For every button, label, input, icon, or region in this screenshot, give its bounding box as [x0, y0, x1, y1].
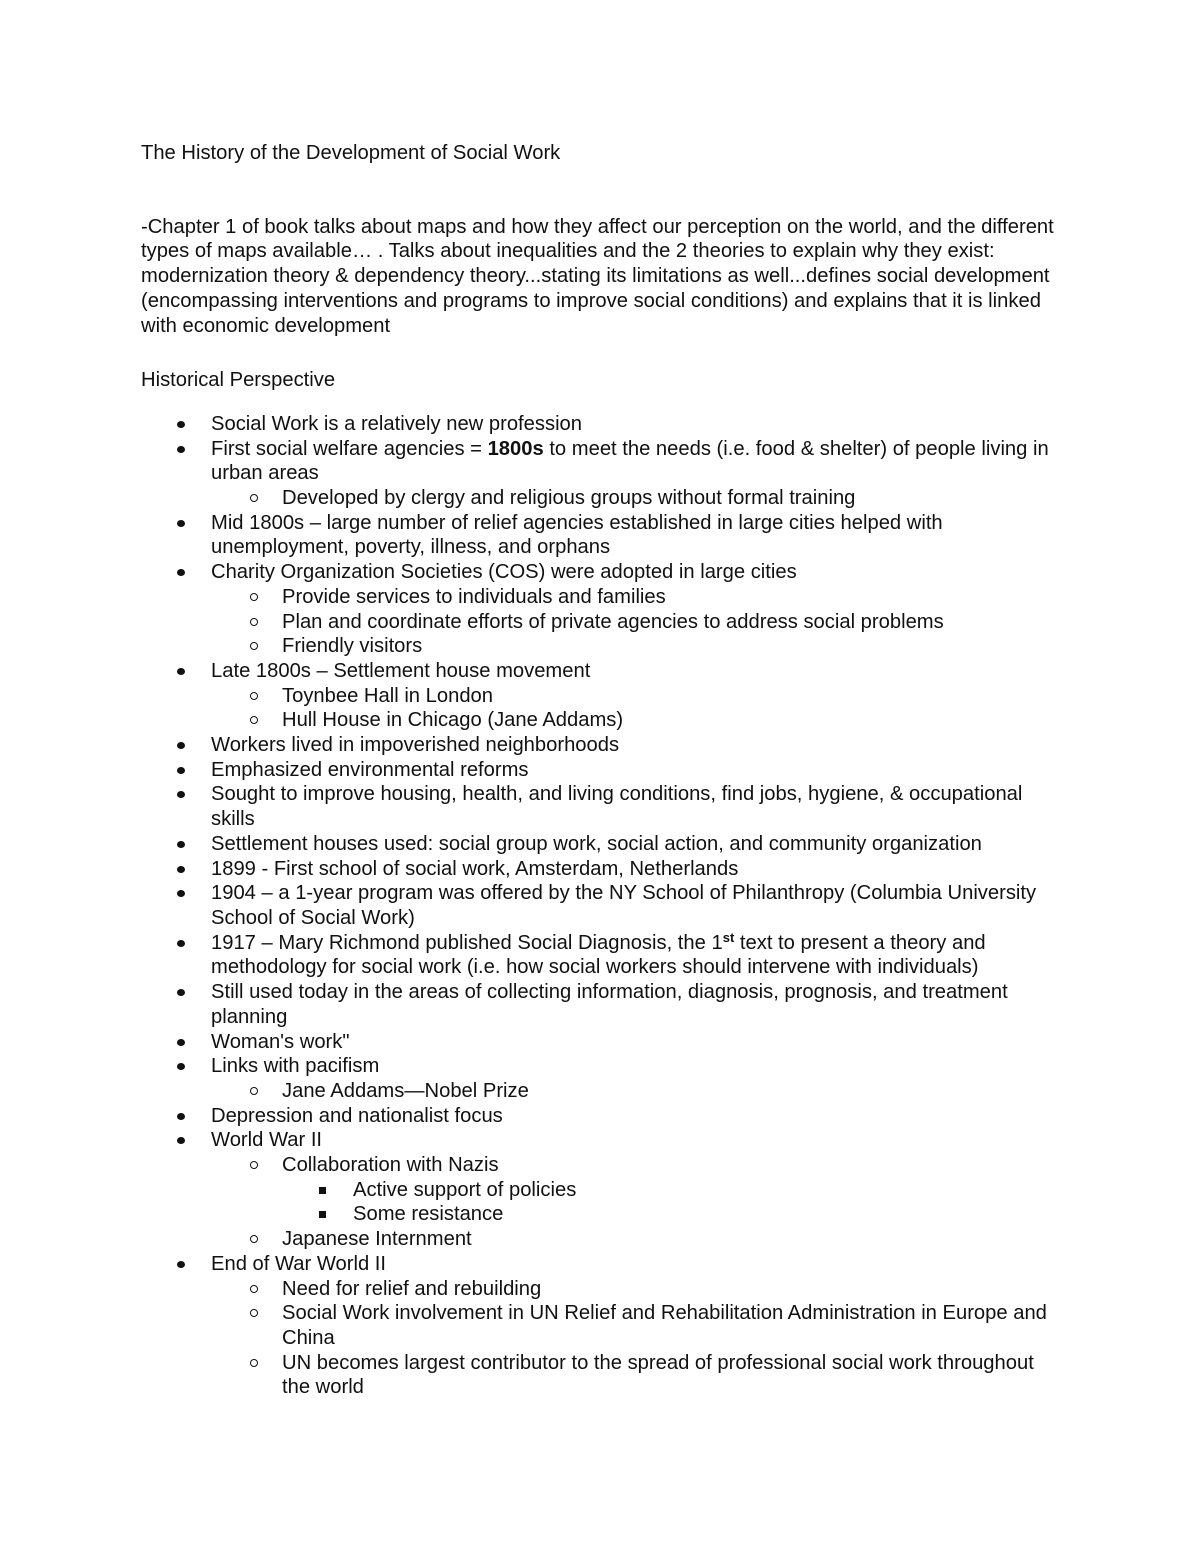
bullet-disc-icon: [177, 446, 185, 453]
bullet-square-icon: [319, 1211, 326, 1218]
bullet-disc-icon: [177, 569, 185, 576]
list-item: Provide services to individuals and families: [211, 585, 1061, 610]
bullet-circle-icon: [250, 1309, 258, 1317]
list-item: Sought to improve housing, health, and living conditions, find jobs, hygiene, & occupational skills: [141, 782, 1061, 831]
sub-list: [211, 684, 1061, 733]
bullet-disc-icon: [177, 890, 185, 897]
sub-list: [211, 486, 1061, 511]
list-item: UN becomes largest contributor to the spread of professional social work throughout the world: [211, 1351, 1061, 1400]
bullet-disc-icon: [177, 1137, 185, 1144]
bullet-circle-icon: [250, 1359, 258, 1367]
bullet-list: [141, 412, 1061, 1400]
bullet-disc-icon: [177, 866, 185, 873]
list-item: Active support of policies: [282, 1178, 1061, 1203]
bullet-disc-icon: [177, 989, 185, 996]
list-item: Mid 1800s – large number of relief agencies established in large cities helped with unemployment, poverty, illness, and orphans: [141, 511, 1061, 560]
list-item: Friendly visitors: [211, 634, 1061, 659]
bullet-disc-icon: [177, 520, 185, 527]
bullet-circle-icon: [250, 1285, 258, 1293]
bullet-disc-icon: [177, 668, 185, 675]
list-item: Emphasized environmental reforms: [141, 758, 1061, 783]
list-item: Jane Addams—Nobel Prize: [211, 1079, 1061, 1104]
bullet-circle-icon: [250, 593, 258, 601]
list-item: Collaboration with Nazis Active support of policies Some resistance: [211, 1153, 1061, 1227]
list-item: Need for relief and rebuilding: [211, 1277, 1061, 1302]
list-item: First social welfare agencies = 1800s to meet the needs (i.e. food & shelter) of people living in urban areas Developed by clergy and religious groups without formal training: [141, 437, 1061, 511]
section-heading: Historical Perspective: [141, 369, 336, 392]
list-item: End of War World II Need for relief and rebuilding Social Work involvement in UN Relief and Rehabilitation Administration in Europe and China UN becomes largest contributor to the spread of professional social work throughout the world: [141, 1252, 1061, 1400]
list-item: World War II Collaboration with Nazis Active support of policies Some resistance Japanese Internment: [141, 1128, 1061, 1252]
bullet-disc-icon: [177, 1261, 185, 1268]
bullet-disc-icon: [177, 940, 185, 947]
bullet-disc-icon: [177, 1063, 185, 1070]
sub-list: [211, 1153, 1061, 1252]
bullet-disc-icon: [177, 767, 185, 774]
list-item: Social Work involvement in UN Relief and Rehabilitation Administration in Europe and China: [211, 1301, 1061, 1350]
bullet-disc-icon: [177, 742, 185, 749]
list-item: Woman's work": [141, 1030, 1061, 1055]
list-item: 1917 – Mary Richmond published Social Diagnosis, the 1st text to present a theory and methodology for social work (i.e. how social workers should intervene with individuals): [141, 931, 1061, 980]
list-item: Depression and nationalist focus: [141, 1104, 1061, 1129]
sub-list: [211, 585, 1061, 659]
list-item: 1904 – a 1-year program was offered by the NY School of Philanthropy (Columbia University School of Social Work): [141, 881, 1061, 930]
list-item: Toynbee Hall in London: [211, 684, 1061, 709]
list-item: Workers lived in impoverished neighborhoods: [141, 733, 1061, 758]
list-item: Links with pacifism Jane Addams—Nobel Prize: [141, 1054, 1061, 1103]
bullet-circle-icon: [250, 716, 258, 724]
bullet-circle-icon: [250, 494, 258, 502]
bullet-disc-icon: [177, 791, 185, 798]
list-item: Developed by clergy and religious groups without formal training: [211, 486, 1061, 511]
list-item: Japanese Internment: [211, 1227, 1061, 1252]
list-item: Hull House in Chicago (Jane Addams): [211, 708, 1061, 733]
list-item: Plan and coordinate efforts of private agencies to address social problems: [211, 610, 1061, 635]
bullet-disc-icon: [177, 1113, 185, 1120]
sub-list: [211, 1079, 1061, 1104]
bullet-circle-icon: [250, 642, 258, 650]
document-page: [141, 141, 1061, 1400]
bullet-disc-icon: [177, 841, 185, 848]
list-item: Charity Organization Societies (COS) were adopted in large cities Provide services to individuals and families Plan and coordinate efforts of private agencies to address social problems Friendly visitors: [141, 560, 1061, 659]
sub-sub-list: [282, 1178, 1061, 1227]
bullet-circle-icon: [250, 692, 258, 700]
bullet-circle-icon: [250, 1087, 258, 1095]
intro-paragraph: -Chapter 1 of book talks about maps and how they affect our perception on the world, and the different types of maps available… . Talks about inequalities and the 2 theories to explain why they exist: modernization theory & dependency theory...stating its limitations as well...defines social development (encompassing interventions and programs to improve social conditions) and explains that it is linked with economic development: [141, 215, 1054, 337]
list-item: Social Work is a relatively new profession: [141, 412, 1061, 437]
list-item: Late 1800s – Settlement house movement Toynbee Hall in London Hull House in Chicago (Jane Addams): [141, 659, 1061, 733]
list-item: Settlement houses used: social group work, social action, and community organization: [141, 832, 1061, 857]
bullet-disc-icon: [177, 1039, 185, 1046]
bullet-circle-icon: [250, 618, 258, 626]
list-item: Some resistance: [282, 1202, 1061, 1227]
bullet-square-icon: [319, 1187, 326, 1194]
list-item: Still used today in the areas of collecting information, diagnosis, prognosis, and treatment planning: [141, 980, 1061, 1029]
bullet-circle-icon: [250, 1161, 258, 1169]
document-title: The History of the Development of Social Work: [141, 142, 561, 164]
list-item: 1899 - First school of social work, Amsterdam, Netherlands: [141, 857, 1061, 882]
bullet-disc-icon: [177, 421, 185, 428]
sub-list: [211, 1277, 1061, 1401]
bullet-circle-icon: [250, 1235, 258, 1243]
